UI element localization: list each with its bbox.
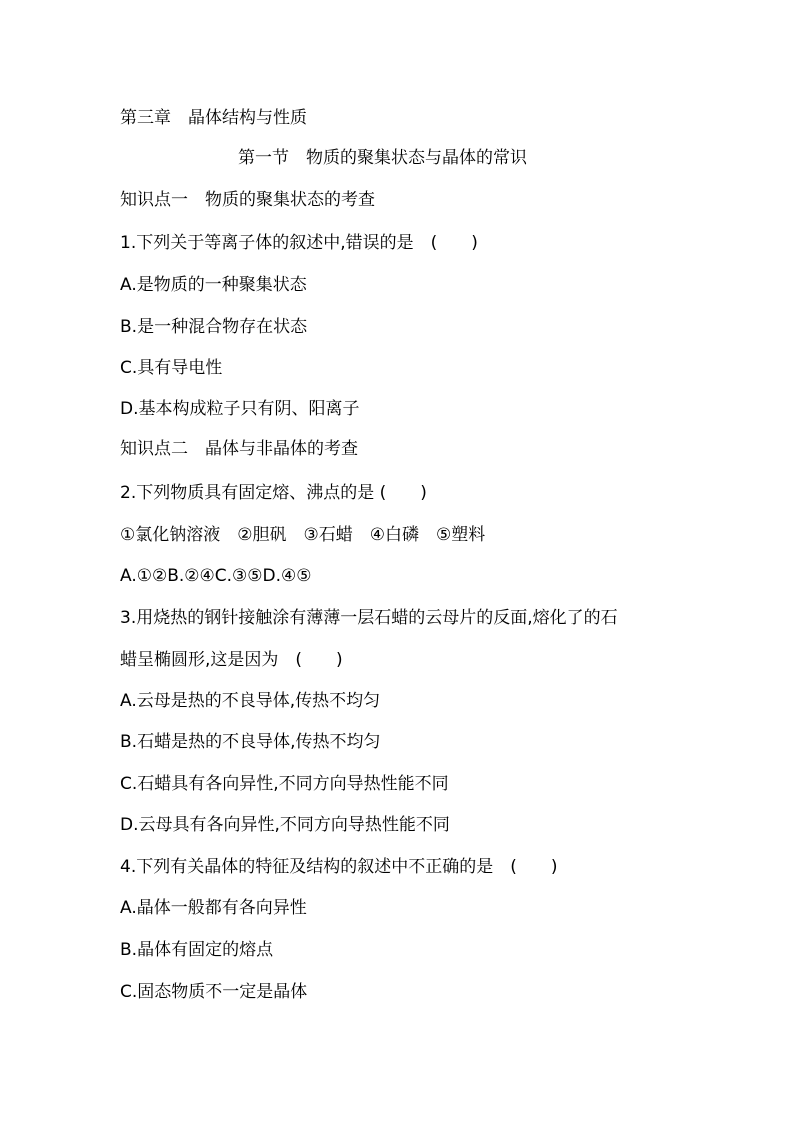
question-2-stem: 2.下列物质具有固定熔、沸点的是 ( ): [120, 483, 427, 503]
question-3-stem-line-1: 3.用烧热的钢针接触涂有薄薄一层石蜡的云母片的反面,熔化了的石: [120, 608, 618, 628]
section-title: 第一节 物质的聚集状态与晶体的常识: [238, 148, 527, 168]
question-2-options: A.①②B.②④C.③⑤D.④⑤: [120, 566, 312, 586]
question-3-option-a: A.云母是热的不良导体,传热不均匀: [120, 691, 381, 711]
question-3-option-c: C.石蜡具有各向异性,不同方向导热性能不同: [120, 774, 449, 794]
question-1-option-d: D.基本构成粒子只有阴、阳离子: [120, 399, 360, 419]
chapter-title: 第三章 晶体结构与性质: [120, 108, 307, 128]
question-3-option-b: B.石蜡是热的不良导体,传热不均匀: [120, 732, 381, 752]
question-1-option-b: B.是一种混合物存在状态: [120, 317, 308, 337]
knowledge-point-heading-1: 知识点一 物质的聚集状态的考查: [120, 190, 375, 210]
question-1-stem: 1.下列关于等离子体的叙述中,错误的是 ( ): [120, 233, 478, 253]
question-1-option-a: A.是物质的一种聚集状态: [120, 275, 307, 295]
question-4-stem: 4.下列有关晶体的特征及结构的叙述中不正确的是 ( ): [120, 857, 558, 877]
question-2-items: ①氯化钠溶液 ②胆矾 ③石蜡 ④白磷 ⑤塑料: [120, 525, 486, 545]
question-4-option-b: B.晶体有固定的熔点: [120, 940, 274, 960]
question-4-option-c: C.固态物质不一定是晶体: [120, 982, 308, 1002]
question-3-stem-line-2: 蜡呈椭圆形,这是因为 ( ): [120, 650, 343, 670]
question-3-option-d: D.云母具有各向异性,不同方向导热性能不同: [120, 815, 450, 835]
question-4-option-a: A.晶体一般都有各向异性: [120, 898, 307, 918]
question-1-option-c: C.具有导电性: [120, 358, 223, 378]
knowledge-point-heading-2: 知识点二 晶体与非晶体的考查: [120, 439, 358, 459]
